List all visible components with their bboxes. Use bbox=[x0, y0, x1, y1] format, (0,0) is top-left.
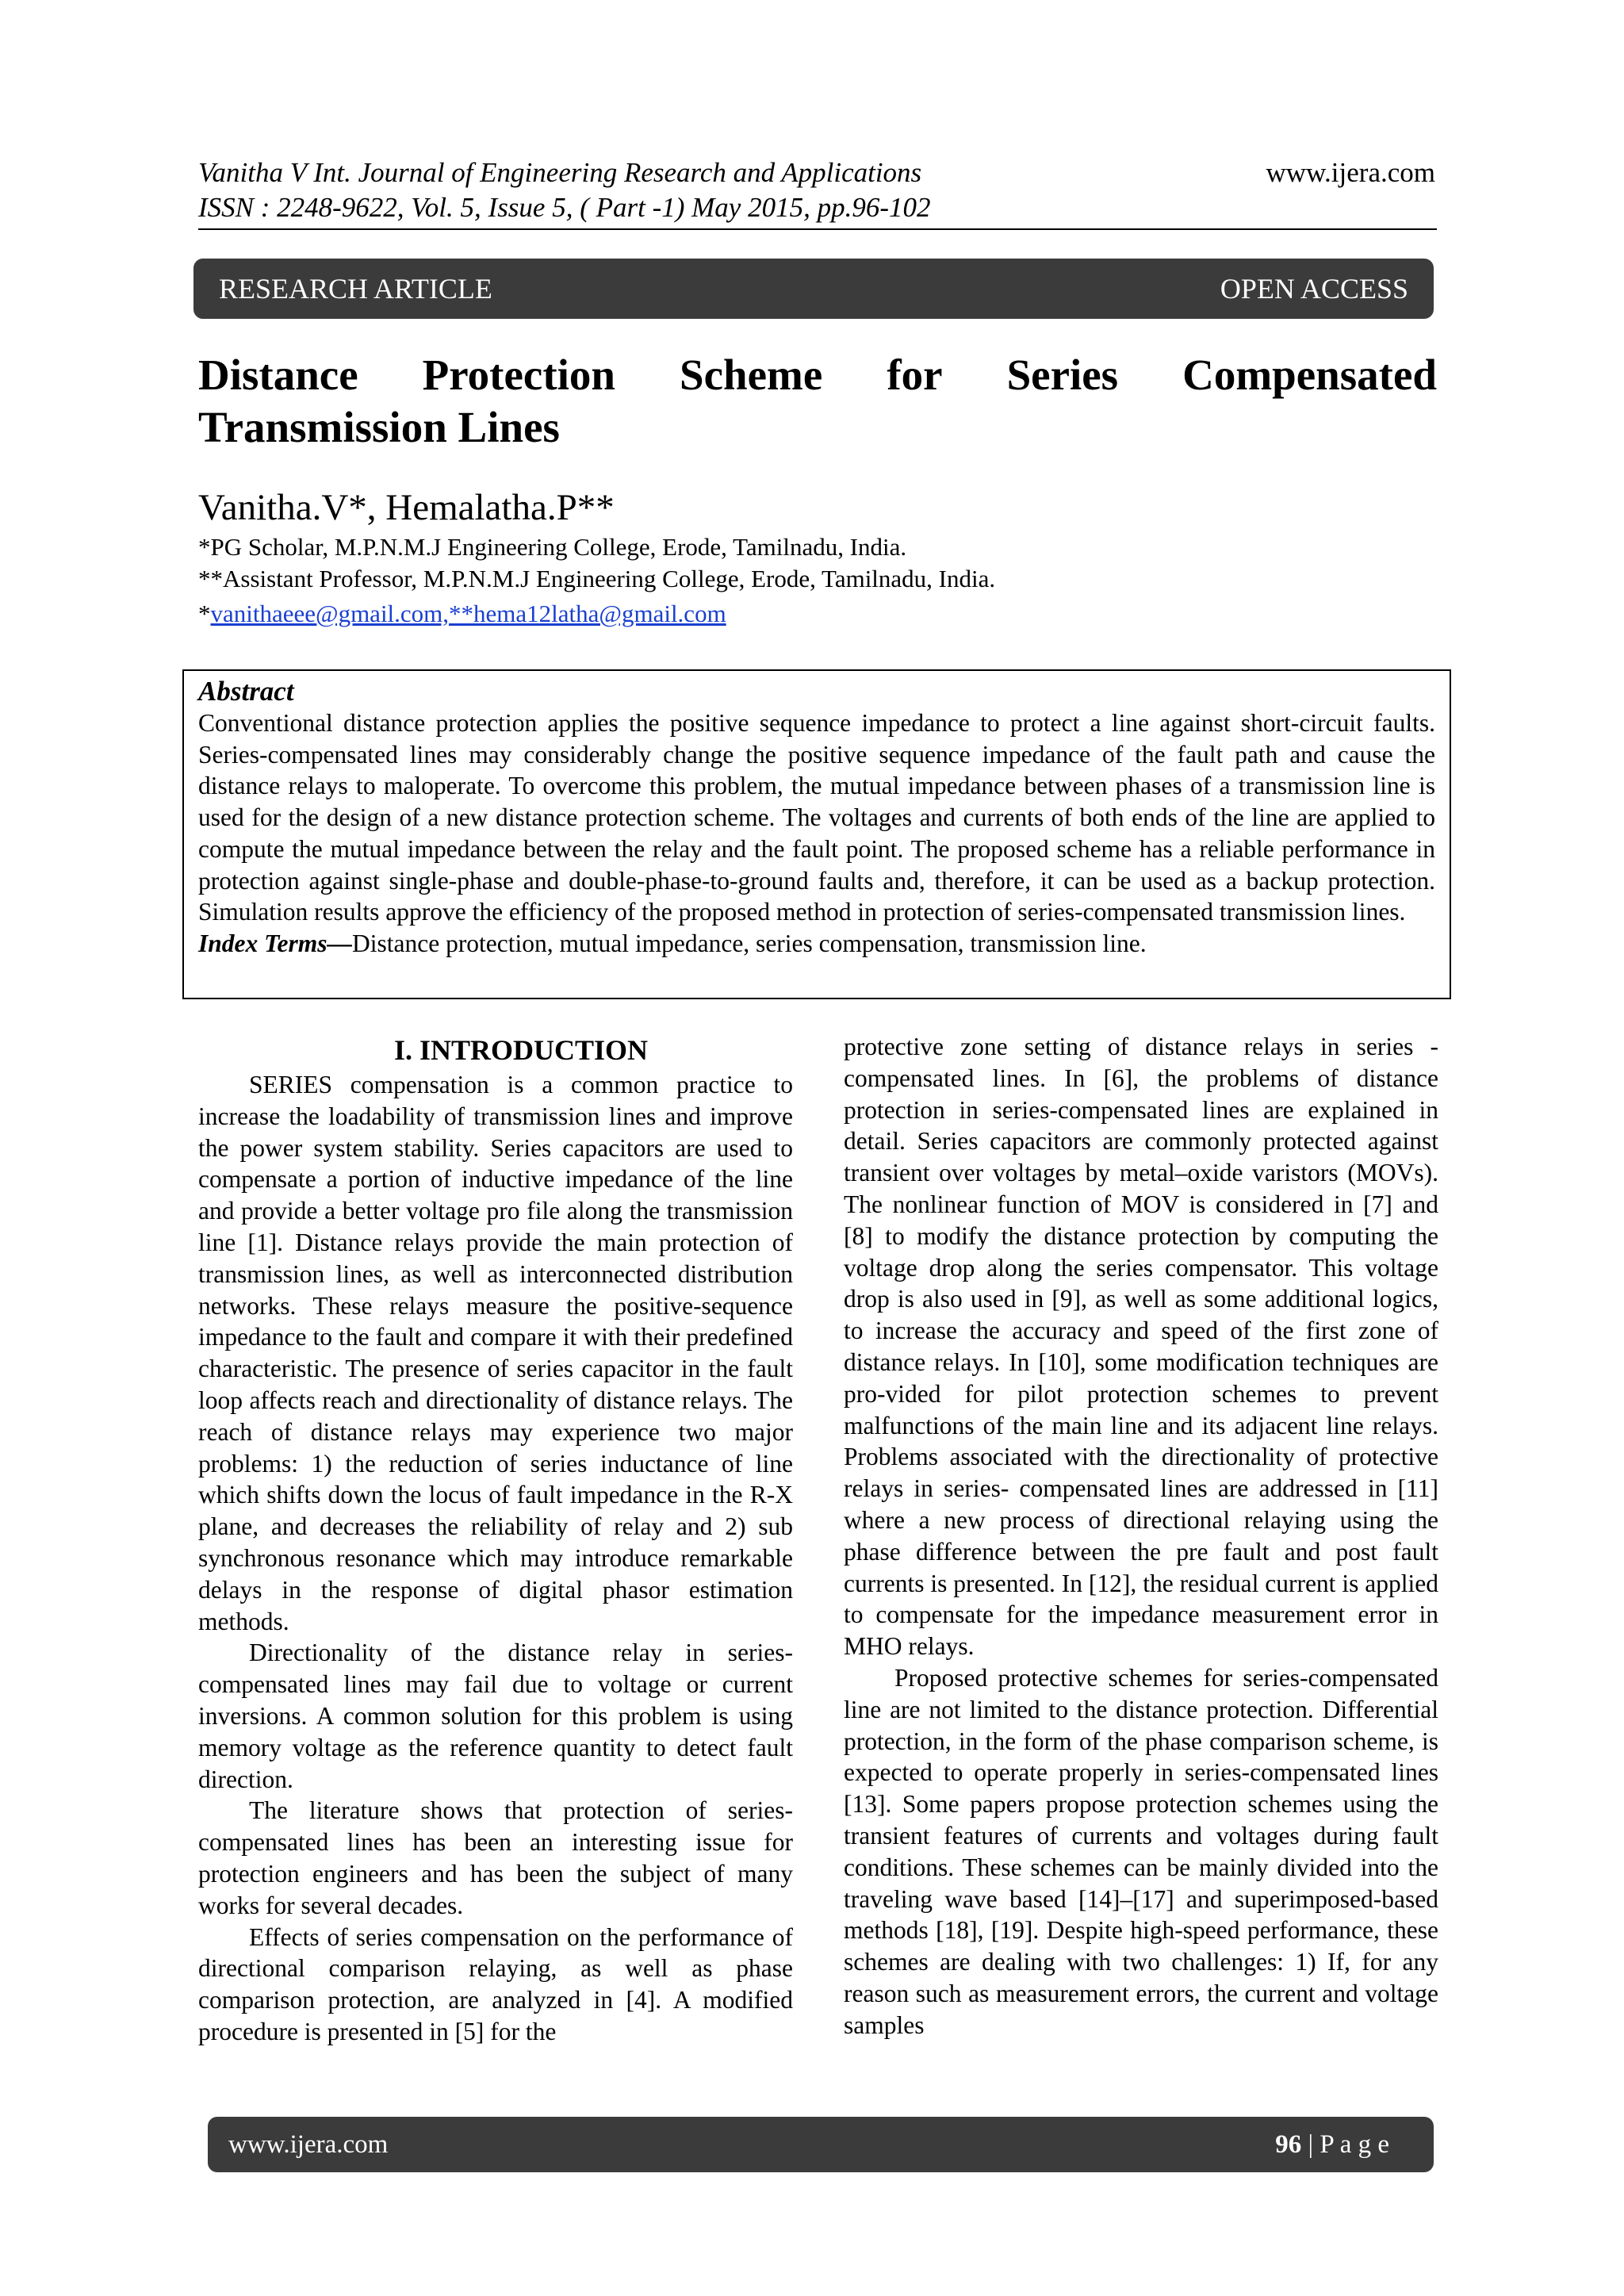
body-paragraph: Directionality of the distance relay in series-compensated lines may fail due to voltage or current inversions. A common solution for this problem is using memory voltage as the reference quantity to detect fault direction. bbox=[198, 1639, 793, 1793]
footer-website: www.ijera.com bbox=[228, 2129, 389, 2159]
title-word: Protection bbox=[422, 351, 616, 399]
research-article-label: RESEARCH ARTICLE bbox=[219, 273, 492, 305]
abstract-text: Conventional distance protection applies the positive sequence impedance to protect a line against short-circuit faults. Series-compensated lines may considerably change the positive sequence impedance of the fault path and cause the distance relays to maloperate. To overcome this problem, the mutual impedance between phases of a transmission line is used for the design of a new distance protection scheme. The voltages and currents of both ends of the line are applied to compute the mutual impedance between the relay and the fault point. The proposed scheme has a reliable performance in protection against single-phase and double-phase-to-ground faults and, therefore, it can be used as a backup protection. Simulation results approve the efficiency of the proposed method in protection of series-compensated transmission lines. bbox=[198, 709, 1435, 926]
body-paragraph: protective zone setting of distance relays in series -compensated lines. In [6], the problems of distance protection in series-compensated lines are explained in detail. Series capacitors are commonly protected against transient over voltages by metal–oxide varistors (MOVs). The nonlinear function of MOV is considered in [7] and [8] to modify the distance protection by computing the voltage drop along the series compensator. This voltage drop is also used in [9], as well as some additional logics, to increase the accuracy and speed of the first zone of distance relays. In [10], some modification techniques are pro-vided for pilot protection schemes to prevent malfunctions of the main line and its adjacent line relays. Problems associated with the directionality of protective relays in series- compensated lines are addressed in [11] where a new process of directional relaying using the phase difference between the pre fault and post fault currents is presented. In [12], the residual current is applied to compensate for the impedance measurement error in MHO relays. bbox=[844, 1033, 1438, 1661]
abstract-box bbox=[182, 669, 1451, 999]
article-type-banner bbox=[193, 259, 1434, 319]
header-rule bbox=[198, 228, 1437, 230]
header-website: www.ijera.com bbox=[1266, 157, 1435, 188]
authors: Vanitha.V*, Hemalatha.P** bbox=[198, 487, 615, 528]
page-footer bbox=[208, 2117, 1434, 2172]
page-number bbox=[1275, 2130, 1389, 2160]
affiliation-1: *PG Scholar, M.P.N.M.J Engineering College, Erode, Tamilnadu, India. bbox=[198, 533, 907, 561]
title-word: Series bbox=[1006, 351, 1119, 399]
issn-line: ISSN : 2248-9622, Vol. 5, Issue 5, ( Part -1) May 2015, pp.96-102 bbox=[198, 192, 931, 223]
journal-line: Vanitha V Int. Journal of Engineering Research and Applications bbox=[198, 157, 922, 188]
body-paragraph: The literature shows that protection of series-compensated lines has been an interesting issue for protection engineers and has been the subject of many works for several decades. bbox=[198, 1796, 793, 1919]
title-word: Compensated bbox=[1182, 351, 1437, 399]
title-word: Distance bbox=[198, 351, 358, 399]
title-word: for bbox=[887, 351, 943, 399]
title-word: Scheme bbox=[680, 351, 823, 399]
email-link[interactable]: vanithaeee@gmail.com,**hema12latha@gmail.com bbox=[210, 600, 726, 627]
index-terms-text: Distance protection, mutual impedance, series compensation, transmission line. bbox=[351, 929, 1147, 957]
title-line-1 bbox=[198, 349, 1437, 401]
page-label: | P a g e bbox=[1301, 2129, 1389, 2159]
email-line bbox=[198, 596, 726, 631]
index-terms-label: Index Terms— bbox=[198, 929, 352, 957]
paper-title bbox=[198, 349, 1437, 454]
left-column bbox=[198, 1031, 793, 2048]
page-number-value: 96 bbox=[1275, 2129, 1302, 2159]
abstract-heading: Abstract bbox=[198, 676, 294, 707]
index-terms bbox=[198, 928, 1435, 960]
title-line-2: Transmission Lines bbox=[198, 403, 560, 451]
affiliation-2: **Assistant Professor, M.P.N.M.J Engineering College, Erode, Tamilnadu, India. bbox=[198, 565, 996, 592]
section-heading: I. INTRODUCTION bbox=[393, 1034, 649, 1066]
email-prefix: * bbox=[198, 600, 211, 627]
body-paragraph: SERIES compensation is a common practice to increase the loadability of transmission lines and improve the power system stability. Series capacitors are used to compensate a portion of inductive impedance of the line and provide a better voltage pro file along the transmission line [1]. Distance relays provide the main protection of transmission lines, as well as interconnected distribution networks. These relays measure the positive-sequence impedance to the fault and compare it with their predefined characteristic. The presence of series capacitor in the fault loop affects reach and directionality of distance relays. The reach of distance relays may experience two major problems: 1) the reduction of series inductance of line which shifts down the locus of fault impedance in the R-X plane, and decreases the reliability of relay and 2) sub synchronous resonance which may introduce remarkable delays in the response of digital phasor estimation methods. bbox=[198, 1071, 793, 1635]
right-column bbox=[844, 1031, 1438, 2041]
body-paragraph: Proposed protective schemes for series-compensated line are not limited to the distance protection. Differential protection, in the form of the phase comparison scheme, is expected to operate properly in series-compensated lines [13]. Some papers propose protection schemes using the transient features of currents and voltages during fault conditions. These schemes can be mainly divided into the traveling wave based [14]–[17] and superimposed-based methods [18], [19]. Despite high-speed performance, these schemes are dealing with two challenges: 1) If, for any reason such as measurement errors, the current and voltage samples bbox=[844, 1663, 1438, 2039]
body-paragraph: Effects of series compensation on the performance of directional comparison relaying, as well as phase comparison protection, are analyzed in [4]. A modified procedure is presented in [5] for the bbox=[198, 1922, 793, 2045]
open-access-label: OPEN ACCESS bbox=[1220, 273, 1408, 305]
